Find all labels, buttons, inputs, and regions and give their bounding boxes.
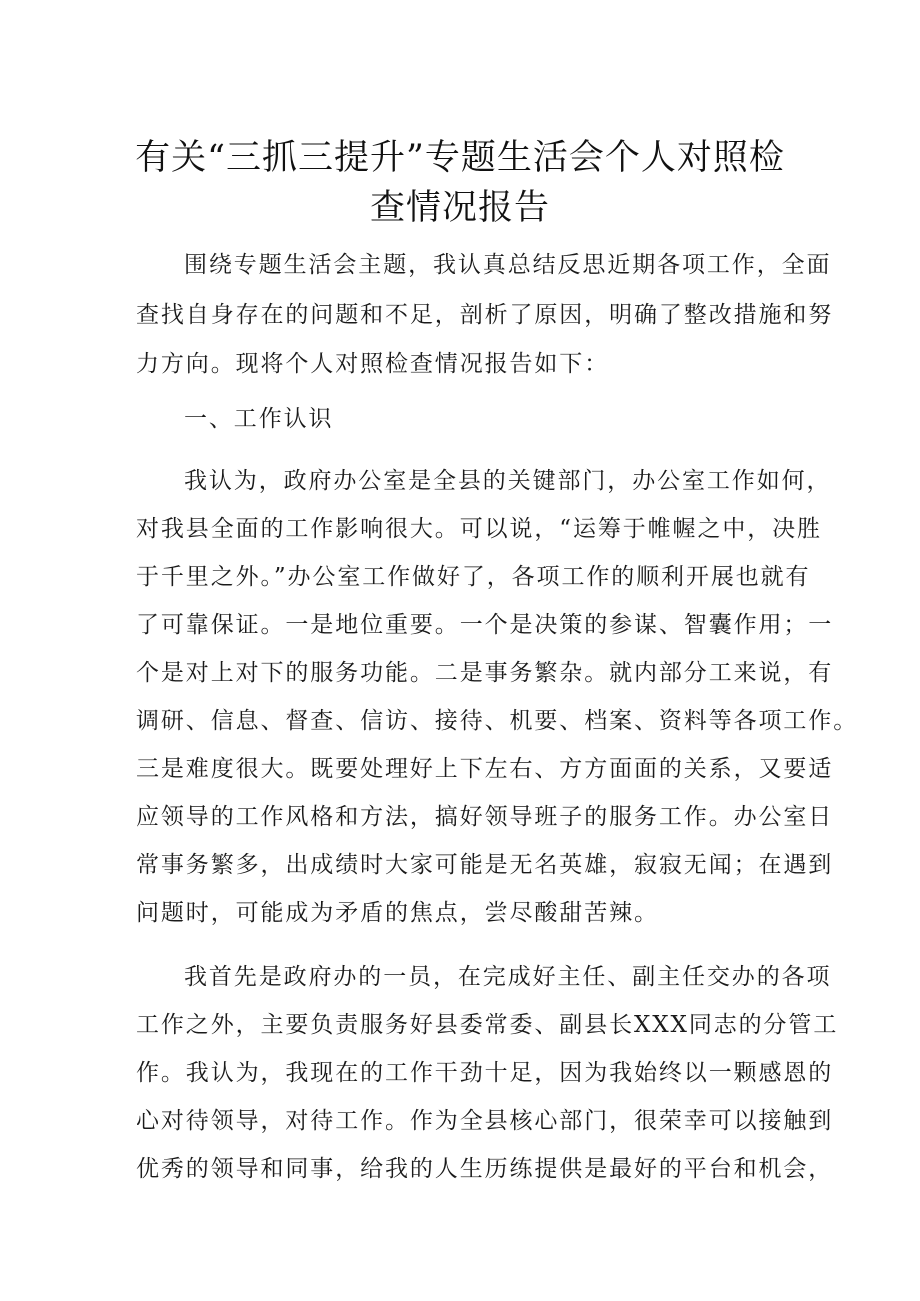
paragraph-line: 应领导的工作风格和方法，搞好领导班子的服务工作。办公室日 [136, 804, 834, 830]
paragraph-line: 我首先是政府办的一员，在完成好主任、副主任交办的各项 [184, 964, 832, 990]
paragraph-line: 优秀的领导和同事，给我的人生历练提供是最好的平台和机会， [136, 1156, 834, 1182]
paragraph-line: 围绕专题生活会主题，我认真总结反思近期各项工作，全面 [184, 252, 832, 278]
paragraph-line: 个是对上对下的服务功能。二是事务繁杂。就内部分工来说，有 [136, 660, 834, 686]
paragraph-line: 问题时，可能成为矛盾的焦点，尝尽酸甜苦辣。 [136, 900, 659, 926]
paragraph-line: 三是难度很大。既要处理好上下左右、方方面面的关系，又要适 [136, 756, 834, 782]
paragraph-line: 我认为，政府办公室是全县的关键部门，办公室工作如何， [184, 468, 832, 494]
paragraph-line: 对我县全面的工作影响很大。可以说，“运筹于帷幄之中，决胜 [136, 516, 822, 542]
paragraph-line: 调研、信息、督查、信访、接待、机要、档案、资料等各项工作。 [136, 708, 859, 734]
paragraph-line: 常事务繁多，出成绩时大家可能是无名英雄，寂寂无闻；在遇到 [136, 852, 834, 878]
paragraph-line: 作。我认为，我现在的工作干劲十足，因为我始终以一颗感恩的 [136, 1060, 834, 1086]
document-title-line-1: 有关“三抓三提升”专题生活会个人对照检 [135, 138, 785, 178]
paragraph-line: 查找自身存在的问题和不足，剖析了原因，明确了整改措施和努 [136, 302, 834, 328]
paragraph-line: 工作之外，主要负责服务好县委常委、副县长XXX同志的分管工 [136, 1012, 839, 1038]
paragraph-line: 了可靠保证。一是地位重要。一个是决策的参谋、智囊作用；一 [136, 612, 834, 638]
paragraph-line: 于千里之外。”办公室工作做好了，各项工作的顺利开展也就有 [136, 564, 811, 590]
document-title-line-2: 查情况报告 [369, 188, 550, 228]
paragraph-line: 力方向。现将个人对照检查情况报告如下： [136, 351, 610, 377]
section-heading: 一、工作认识 [184, 406, 334, 432]
paragraph-line: 心对待领导，对待工作。作为全县核心部门，很荣幸可以接触到 [136, 1108, 834, 1134]
